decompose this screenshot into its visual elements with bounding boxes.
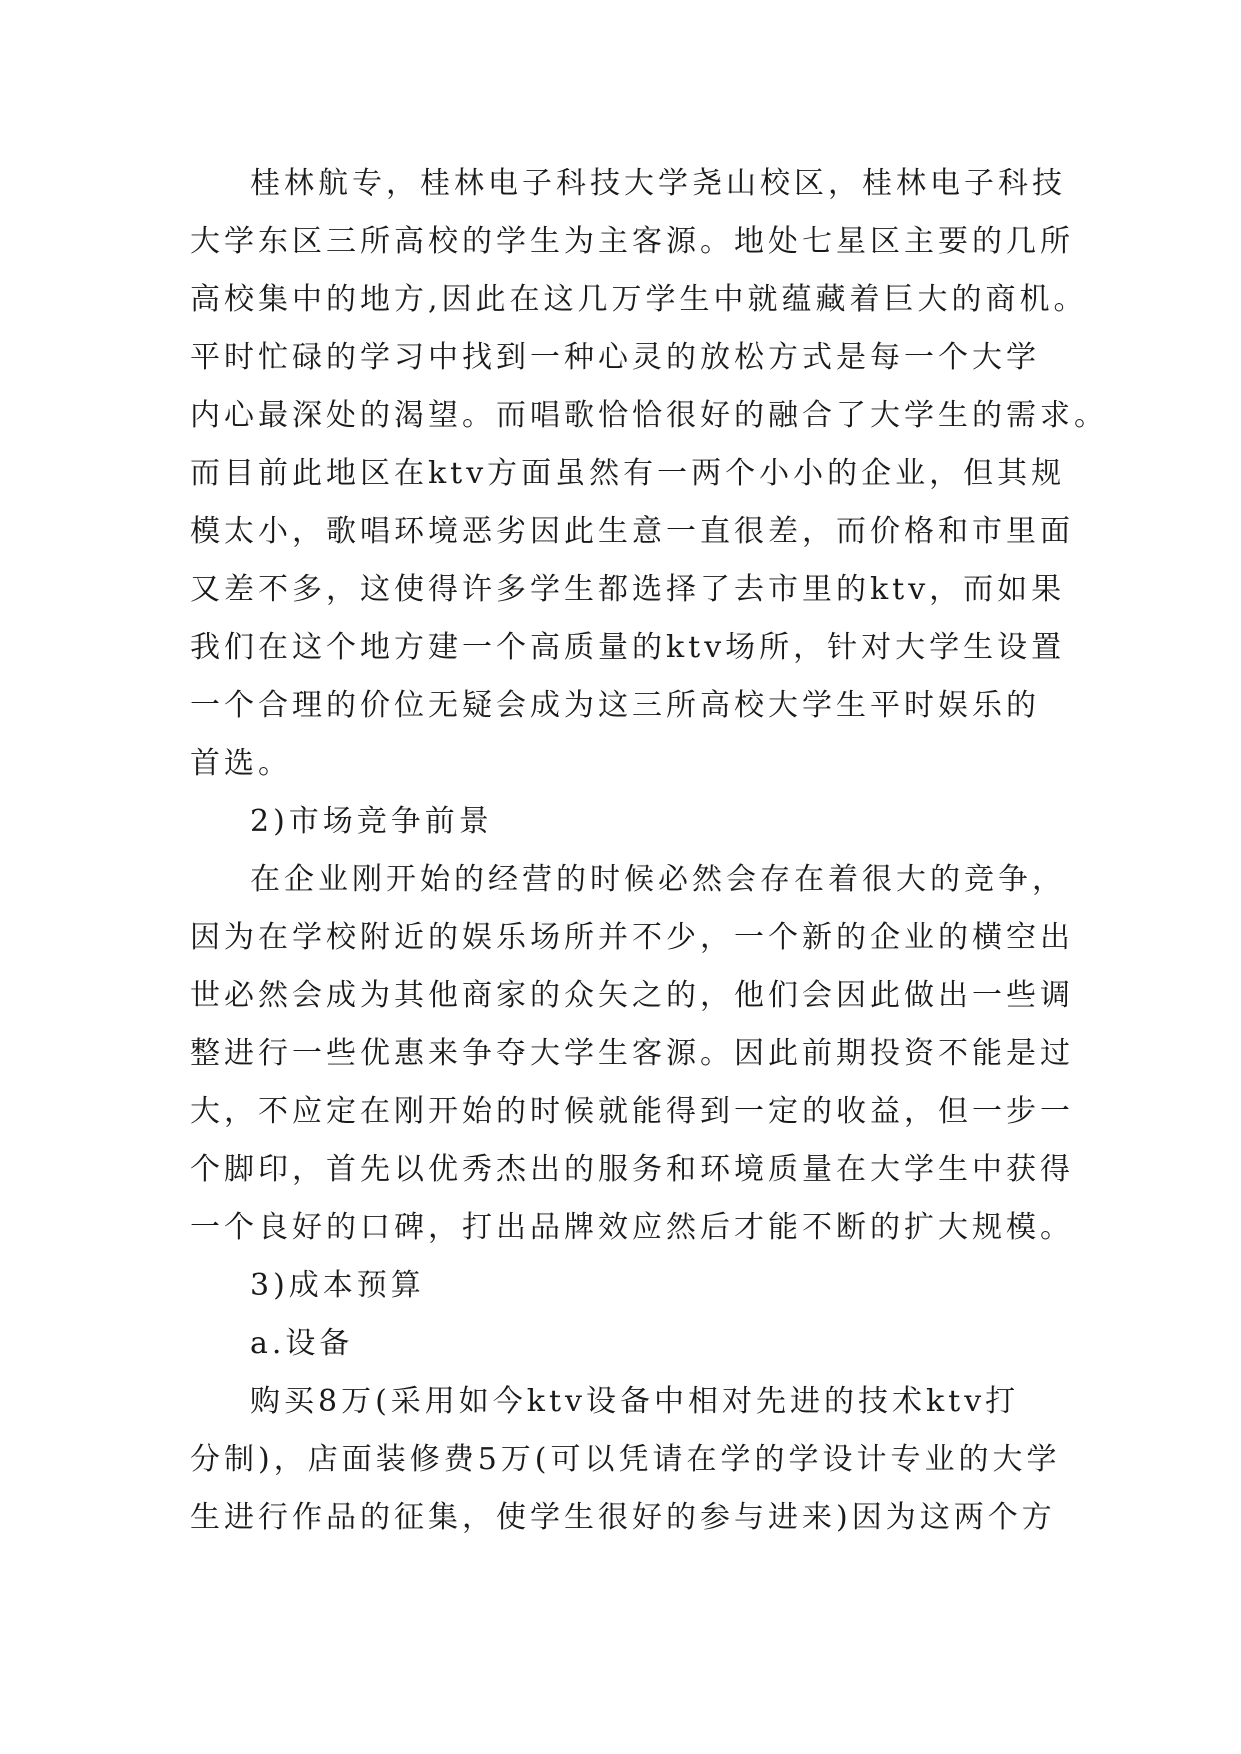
paragraph-line: 高校集中的地方,因此在这几万学生中就蕴藏着巨大的商机。 xyxy=(190,282,1088,317)
paragraph-line: 我们在这个地方建一个高质量的ktv场所，针对大学生设置 xyxy=(190,630,1066,665)
paragraph-line: 生进行作品的征集，使学生很好的参与进来)因为这两个方 xyxy=(190,1500,1056,1535)
paragraph-line: 大学东区三所高校的学生为主客源。地处七星区主要的几所 xyxy=(190,224,1074,259)
paragraph-line: 大，不应定在刚开始的时候就能得到一定的收益，但一步一 xyxy=(190,1094,1074,1129)
paragraph-line: 内心最深处的渴望。而唱歌恰恰很好的融合了大学生的需求。 xyxy=(190,398,1108,433)
paragraph-line: 整进行一些优惠来争夺大学生客源。因此前期投资不能是过 xyxy=(190,1036,1074,1071)
paragraph-line: 而目前此地区在ktv方面虽然有一两个小小的企业，但其规 xyxy=(190,456,1066,491)
paragraph-line: 又差不多，这使得许多学生都选择了去市里的ktv，而如果 xyxy=(190,572,1066,607)
paragraph-line: 一个合理的价位无疑会成为这三所高校大学生平时娱乐的 xyxy=(190,688,1040,723)
paragraph-line: 分制)，店面装修费5万(可以凭请在学的学设计专业的大学 xyxy=(190,1442,1061,1477)
paragraph-line: 因为在学校附近的娱乐场所并不少，一个新的企业的横空出 xyxy=(190,920,1074,955)
paragraph-line: 桂林航专，桂林电子科技大学尧山校区，桂林电子科技 xyxy=(250,166,1066,201)
paragraph-line: 世必然会成为其他商家的众矢之的，他们会因此做出一些调 xyxy=(190,978,1074,1013)
paragraph-line: 个脚印，首先以优秀杰出的服务和环境质量在大学生中获得 xyxy=(190,1152,1074,1187)
paragraph-line: 在企业刚开始的经营的时候必然会存在着很大的竞争， xyxy=(250,862,1066,897)
section-heading: 2)市场竞争前景 xyxy=(250,804,493,839)
subsection-heading: a.设备 xyxy=(250,1326,354,1361)
paragraph-line: 一个良好的口碑，打出品牌效应然后才能不断的扩大规模。 xyxy=(190,1210,1074,1245)
paragraph-line: 平时忙碌的学习中找到一种心灵的放松方式是每一个大学 xyxy=(190,340,1040,375)
paragraph-line: 首选。 xyxy=(190,746,292,781)
paragraph-line: 模太小，歌唱环境恶劣因此生意一直很差，而价格和市里面 xyxy=(190,514,1074,549)
paragraph-line: 购买8万(采用如今ktv设备中相对先进的技术ktv打 xyxy=(250,1384,1020,1419)
section-heading: 3)成本预算 xyxy=(250,1268,425,1303)
document-body xyxy=(190,155,1108,1547)
